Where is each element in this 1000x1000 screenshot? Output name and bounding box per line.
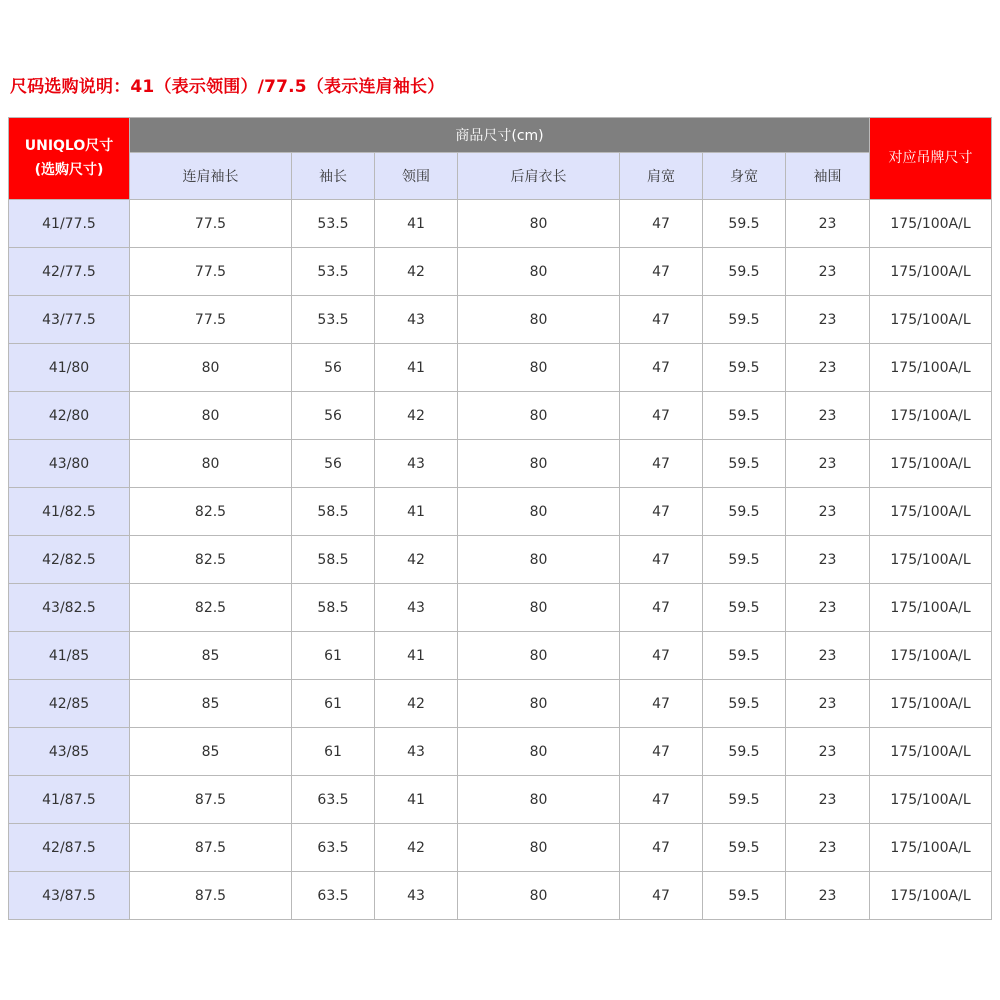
column-header-sleeve-length-from-collar: 连肩袖长 — [130, 153, 292, 200]
cell-shoulder-width: 47 — [620, 296, 703, 344]
table-row — [9, 248, 992, 296]
cell-back-length: 80 — [458, 440, 620, 488]
cell-sleeve-length-from-collar: 80 — [130, 344, 292, 392]
cell-body-width: 59.5 — [703, 392, 786, 440]
table-row — [9, 296, 992, 344]
cell-body-width: 59.5 — [703, 200, 786, 248]
cell-sleeve-width: 23 — [786, 488, 870, 536]
size-column-header — [9, 118, 130, 200]
cell-body-width: 59.5 — [703, 248, 786, 296]
row-size-label: 41/87.5 — [9, 776, 130, 824]
cell-sleeve-width: 23 — [786, 824, 870, 872]
cell-back-length: 80 — [458, 872, 620, 920]
table-body — [9, 200, 992, 920]
cell-tag-size: 175/100A/L — [870, 680, 992, 728]
size-guide-caption — [10, 72, 444, 97]
cell-back-length: 80 — [458, 248, 620, 296]
cell-sleeve-length-from-collar: 82.5 — [130, 488, 292, 536]
cell-sleeve-length: 53.5 — [292, 200, 375, 248]
row-size-label: 42/82.5 — [9, 536, 130, 584]
row-size-label: 43/82.5 — [9, 584, 130, 632]
cell-sleeve-width: 23 — [786, 200, 870, 248]
column-header-back-length: 后肩衣长 — [458, 153, 620, 200]
cell-sleeve-length-from-collar: 80 — [130, 440, 292, 488]
cell-neck-size: 43 — [375, 584, 458, 632]
cell-neck-size: 42 — [375, 680, 458, 728]
cell-sleeve-length-from-collar: 77.5 — [130, 200, 292, 248]
column-header-shoulder-width: 肩宽 — [620, 153, 703, 200]
cell-back-length: 80 — [458, 536, 620, 584]
cell-back-length: 80 — [458, 392, 620, 440]
cell-sleeve-width: 23 — [786, 872, 870, 920]
cell-body-width: 59.5 — [703, 776, 786, 824]
cell-neck-size: 42 — [375, 536, 458, 584]
cell-shoulder-width: 47 — [620, 344, 703, 392]
cell-sleeve-width: 23 — [786, 680, 870, 728]
cell-sleeve-length-from-collar: 85 — [130, 680, 292, 728]
table-row — [9, 680, 992, 728]
cell-sleeve-length-from-collar: 85 — [130, 632, 292, 680]
cell-tag-size: 175/100A/L — [870, 632, 992, 680]
table-row — [9, 728, 992, 776]
table-row — [9, 488, 992, 536]
cell-body-width: 59.5 — [703, 632, 786, 680]
cell-neck-size: 41 — [375, 200, 458, 248]
cell-sleeve-length: 63.5 — [292, 872, 375, 920]
cell-shoulder-width: 47 — [620, 392, 703, 440]
column-header-sleeve-length: 袖长 — [292, 153, 375, 200]
cell-shoulder-width: 47 — [620, 824, 703, 872]
cell-neck-size: 41 — [375, 488, 458, 536]
cell-shoulder-width: 47 — [620, 536, 703, 584]
cell-sleeve-length: 61 — [292, 680, 375, 728]
row-size-label: 41/82.5 — [9, 488, 130, 536]
cell-sleeve-width: 23 — [786, 296, 870, 344]
cell-tag-size: 175/100A/L — [870, 392, 992, 440]
cell-sleeve-width: 23 — [786, 536, 870, 584]
cell-sleeve-width: 23 — [786, 584, 870, 632]
cell-tag-size: 175/100A/L — [870, 200, 992, 248]
cell-sleeve-length-from-collar: 82.5 — [130, 584, 292, 632]
cell-back-length: 80 — [458, 200, 620, 248]
cell-back-length: 80 — [458, 344, 620, 392]
table-row — [9, 872, 992, 920]
cell-sleeve-length: 56 — [292, 440, 375, 488]
column-header-neck-size: 领围 — [375, 153, 458, 200]
cell-back-length: 80 — [458, 776, 620, 824]
tag-size-column-header: 对应吊牌尺寸 — [870, 118, 992, 200]
table-row — [9, 584, 992, 632]
row-size-label: 42/85 — [9, 680, 130, 728]
table-row — [9, 344, 992, 392]
cell-body-width: 59.5 — [703, 872, 786, 920]
cell-back-length: 80 — [458, 488, 620, 536]
row-size-label: 42/87.5 — [9, 824, 130, 872]
cell-neck-size: 41 — [375, 776, 458, 824]
cell-sleeve-width: 23 — [786, 440, 870, 488]
cell-body-width: 59.5 — [703, 824, 786, 872]
cell-sleeve-length: 58.5 — [292, 584, 375, 632]
table-row — [9, 392, 992, 440]
row-size-label: 43/87.5 — [9, 872, 130, 920]
cell-sleeve-length-from-collar: 87.5 — [130, 872, 292, 920]
cell-sleeve-length-from-collar: 85 — [130, 728, 292, 776]
table-header — [9, 118, 992, 200]
cell-body-width: 59.5 — [703, 488, 786, 536]
row-size-label: 43/80 — [9, 440, 130, 488]
row-size-label: 42/77.5 — [9, 248, 130, 296]
cell-tag-size: 175/100A/L — [870, 584, 992, 632]
cell-sleeve-length: 56 — [292, 344, 375, 392]
cell-sleeve-length: 63.5 — [292, 776, 375, 824]
table-row — [9, 200, 992, 248]
cell-shoulder-width: 47 — [620, 488, 703, 536]
cell-sleeve-length: 58.5 — [292, 536, 375, 584]
cell-sleeve-length: 53.5 — [292, 296, 375, 344]
size-table — [8, 117, 992, 920]
cell-neck-size: 43 — [375, 728, 458, 776]
cell-shoulder-width: 47 — [620, 872, 703, 920]
cell-body-width: 59.5 — [703, 440, 786, 488]
table-row — [9, 440, 992, 488]
cell-back-length: 80 — [458, 728, 620, 776]
cell-tag-size: 175/100A/L — [870, 728, 992, 776]
cell-shoulder-width: 47 — [620, 680, 703, 728]
caption-note-a: （表示领围） — [154, 77, 258, 97]
cell-body-width: 59.5 — [703, 680, 786, 728]
cell-back-length: 80 — [458, 680, 620, 728]
row-size-label: 43/77.5 — [9, 296, 130, 344]
cell-back-length: 80 — [458, 632, 620, 680]
cell-neck-size: 43 — [375, 296, 458, 344]
cell-neck-size: 43 — [375, 440, 458, 488]
table-row — [9, 632, 992, 680]
cell-back-length: 80 — [458, 824, 620, 872]
cell-tag-size: 175/100A/L — [870, 296, 992, 344]
table-row — [9, 776, 992, 824]
cell-sleeve-width: 23 — [786, 344, 870, 392]
size-column-header-line1: UNIQLO尺寸 — [24, 138, 114, 155]
cell-shoulder-width: 47 — [620, 248, 703, 296]
cell-neck-size: 42 — [375, 248, 458, 296]
size-column-header-line2: (选购尺寸) — [34, 161, 104, 178]
row-size-label: 41/77.5 — [9, 200, 130, 248]
header-row-top — [9, 118, 992, 153]
caption-slash: / — [257, 77, 265, 97]
caption-size-a: 41 — [130, 77, 155, 97]
cell-back-length: 80 — [458, 296, 620, 344]
cell-sleeve-length: 61 — [292, 728, 375, 776]
cell-sleeve-length: 61 — [292, 632, 375, 680]
row-size-label: 43/85 — [9, 728, 130, 776]
cell-sleeve-width: 23 — [786, 776, 870, 824]
cell-sleeve-length: 58.5 — [292, 488, 375, 536]
cell-sleeve-width: 23 — [786, 248, 870, 296]
caption-size-b: 77.5 — [264, 77, 307, 97]
row-size-label: 42/80 — [9, 392, 130, 440]
cell-sleeve-length-from-collar: 80 — [130, 392, 292, 440]
cell-sleeve-length: 56 — [292, 392, 375, 440]
cell-tag-size: 175/100A/L — [870, 248, 992, 296]
cell-sleeve-length-from-collar: 87.5 — [130, 776, 292, 824]
row-size-label: 41/85 — [9, 632, 130, 680]
caption-note-b: （表示连肩袖长） — [306, 77, 445, 97]
cell-shoulder-width: 47 — [620, 776, 703, 824]
row-size-label: 41/80 — [9, 344, 130, 392]
cell-tag-size: 175/100A/L — [870, 872, 992, 920]
cell-body-width: 59.5 — [703, 584, 786, 632]
cell-body-width: 59.5 — [703, 344, 786, 392]
cell-shoulder-width: 47 — [620, 632, 703, 680]
column-header-sleeve-width: 袖围 — [786, 153, 870, 200]
cell-tag-size: 175/100A/L — [870, 440, 992, 488]
cell-shoulder-width: 47 — [620, 440, 703, 488]
cell-tag-size: 175/100A/L — [870, 488, 992, 536]
table-row — [9, 824, 992, 872]
cell-sleeve-length-from-collar: 82.5 — [130, 536, 292, 584]
cell-neck-size: 41 — [375, 344, 458, 392]
cell-body-width: 59.5 — [703, 728, 786, 776]
cell-back-length: 80 — [458, 584, 620, 632]
cell-sleeve-length-from-collar: 87.5 — [130, 824, 292, 872]
product-size-group-header: 商品尺寸(cm) — [130, 118, 870, 153]
cell-shoulder-width: 47 — [620, 200, 703, 248]
caption-prefix: 尺码选购说明： — [10, 77, 131, 97]
cell-sleeve-width: 23 — [786, 392, 870, 440]
cell-body-width: 59.5 — [703, 296, 786, 344]
column-header-body-width: 身宽 — [703, 153, 786, 200]
cell-sleeve-length: 53.5 — [292, 248, 375, 296]
cell-sleeve-width: 23 — [786, 632, 870, 680]
cell-sleeve-length-from-collar: 77.5 — [130, 248, 292, 296]
cell-shoulder-width: 47 — [620, 728, 703, 776]
header-row-sub — [9, 153, 992, 200]
cell-neck-size: 42 — [375, 824, 458, 872]
cell-tag-size: 175/100A/L — [870, 344, 992, 392]
table-row — [9, 536, 992, 584]
cell-neck-size: 42 — [375, 392, 458, 440]
cell-body-width: 59.5 — [703, 536, 786, 584]
cell-tag-size: 175/100A/L — [870, 776, 992, 824]
cell-sleeve-length: 63.5 — [292, 824, 375, 872]
cell-tag-size: 175/100A/L — [870, 536, 992, 584]
cell-neck-size: 43 — [375, 872, 458, 920]
cell-neck-size: 41 — [375, 632, 458, 680]
cell-tag-size: 175/100A/L — [870, 824, 992, 872]
cell-sleeve-length-from-collar: 77.5 — [130, 296, 292, 344]
cell-sleeve-width: 23 — [786, 728, 870, 776]
cell-shoulder-width: 47 — [620, 584, 703, 632]
